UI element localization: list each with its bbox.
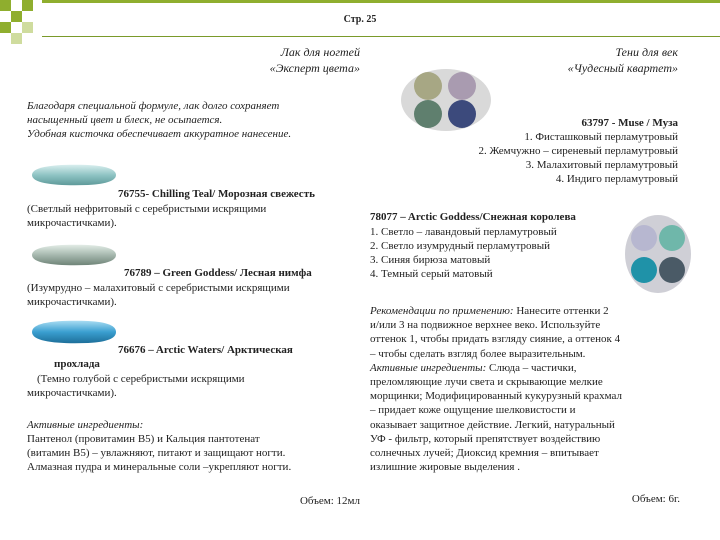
intro-line: Благодаря специальной формуле, лак долго сохраняет [27,100,280,112]
product-shades-78077 [370,225,620,281]
product-desc-76676 [27,372,367,400]
recommend-label: Рекомендации по применению: [370,305,514,317]
nail-title-line2: «Эксперт цвета» [269,61,360,75]
eyeshadow-quartet-arctic-image [624,214,692,294]
shade-line: 3. Малахитовый перламутровый [525,159,678,171]
product-title-63797: 63797 - Muse / Муза [581,117,678,129]
polish-swatch-chilling-teal [28,160,118,190]
recommend-line: Нанесите оттенки 2 [513,305,609,317]
recommend-line: – чтобы сделать взгляд более выразительным. [370,347,586,360]
shade-line: 1. Светло – лавандовый перламутровый [370,226,557,238]
nail-intro [27,99,367,141]
ingredients-line: – придает коже ощущение шелковистости и [370,404,576,417]
shade-line: 4. Индиго перламутровый [555,173,678,185]
desc-line: (Светлый нефритовый с серебристыми искрящими [27,203,267,215]
nail-title-line1: Лак для ногтей [280,45,360,59]
nail-ingredients [27,418,372,474]
eyeshadow-title-line2: «Чудесный квартет» [567,61,678,75]
ingredients-line: (витамин В5) – увлажняют, питают и защищают ногти. [27,447,286,459]
ingredients-line: морщинки; Модифицированный кукурузный крахмал [370,390,623,403]
ingredients-line: Слюда – частички, [486,361,577,374]
ingredients-line: Алмазная пудра и минеральные соли –укрепляют ногти. [27,461,292,473]
recommend-line: оттенок 1, чтобы придать взгляду сияние, а оттенок 4 [370,333,621,346]
desc-line: микрочастичками). [27,296,117,308]
nail-polish-title [200,44,360,76]
eyeshadow-title [500,44,678,76]
shade-line: 4. Темный серый матовый [370,268,493,280]
product-desc-76789 [27,281,367,309]
ingredients-line: солнечных лучей; Диоксид кремния – впитывает [370,447,599,460]
page-number: Стр. 25 [343,14,377,25]
intro-line: насыщенный цвет и блеск, не осыпается. [27,114,223,126]
desc-line: микрочастичками). [27,387,117,399]
usage-recommendations [370,304,688,474]
shade-line: 3. Синяя бирюза матовый [370,254,491,266]
header-top-bar [42,0,720,3]
eyeshadow-volume: Объем: 6г. [631,493,680,505]
ingredients-label: Активные ингредиенты: [27,419,144,431]
product-title-78077: 78077 – Arctic Goddess/Снежная королева [370,211,576,223]
desc-line: микрочастичками). [27,217,117,229]
polish-swatch-arctic-waters [28,316,118,348]
desc-line: (Изумрудно – малахитовый с серебристыми искрящими [27,282,290,294]
product-title-76676-cont: прохлада [54,358,100,370]
ingredients-line: оказывает защитное действие. Легкий, натуральный [370,418,615,431]
shade-line: 1. Фисташковый перламутровый [524,131,678,143]
nail-volume: Объем: 12мл [299,495,360,507]
product-title-76676: 76676 – Arctic Waters/ Арктическая [118,344,293,356]
shade-line: 2. Жемчужно – сиреневый перламутровый [478,145,678,157]
intro-line: Удобная кисточка обеспечивает аккуратное нанесение. [27,128,292,140]
eyeshadow-quartet-muse-image [400,68,492,132]
eyeshadow-title-line1: Тени для век [615,45,678,59]
polish-swatch-green-goddess [28,240,118,270]
ingredients-line: УФ - фильтр, который препятствует воздействию [370,432,601,445]
shade-line: 2. Светло изумрудный перламутровый [370,240,550,252]
ingredients-label: Активные ингредиенты: [370,361,487,374]
product-desc-76755 [27,202,367,230]
ingredients-line: излишние жировые выделения . [370,461,520,474]
product-title-76789: 76789 – Green Goddess/ Лесная нимфа [124,267,312,279]
ingredients-line: преломляющие лучи света и скрывающие мелкие [370,376,603,389]
product-shades-63797 [400,130,678,186]
ingredients-line: Пантенол (провитамин В5) и Кальция пантотенат [27,433,260,445]
header-divider [42,36,720,37]
desc-line: (Темно голубой с серебристыми искрящими [37,373,245,385]
product-title-76755: 76755- Chilling Teal/ Морозная свежесть [118,188,315,200]
recommend-line: и/или 3 на подвижное верхнее веко. Используйте [370,319,601,332]
